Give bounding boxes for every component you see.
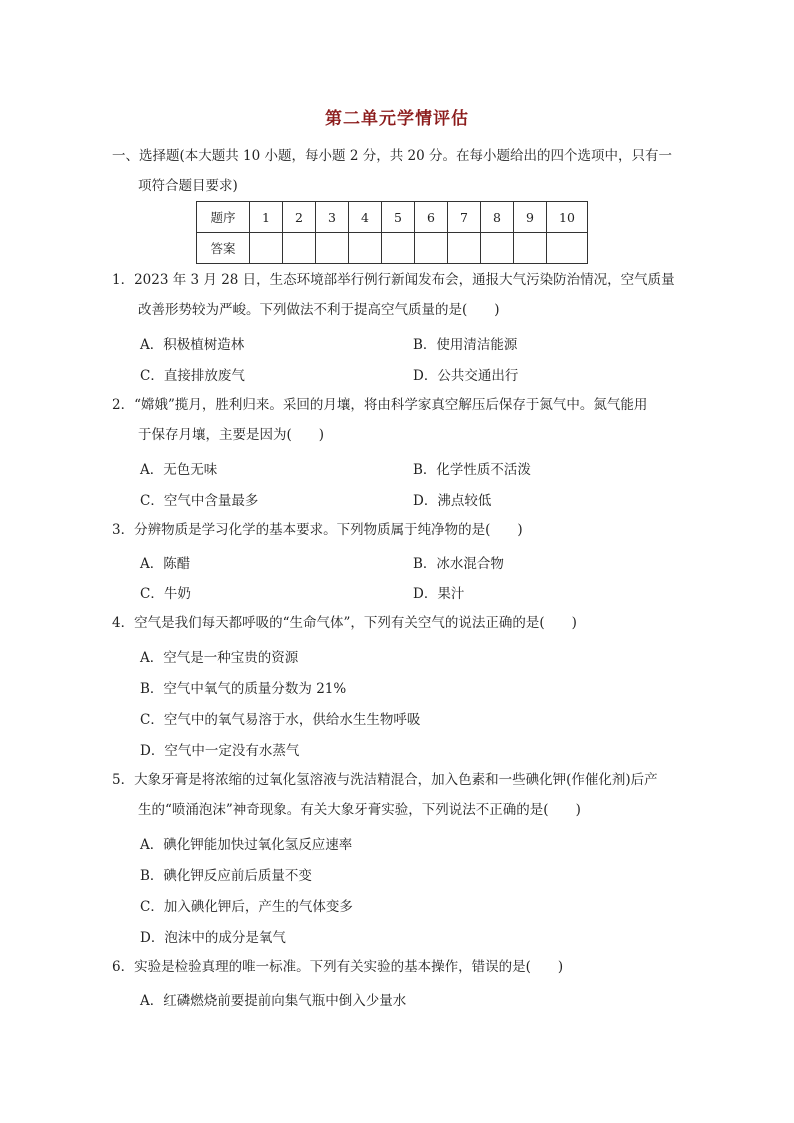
question-number-cell: 10 — [547, 202, 588, 233]
question-4-option-d: D．空气中一定没有水蒸气 — [140, 743, 300, 759]
question-2-option-b: B．化学性质不活泼 — [413, 462, 531, 478]
question-2-option-c: C．空气中含量最多 — [140, 493, 259, 509]
question-4-option-a: A．空气是一种宝贵的资源 — [140, 650, 299, 666]
question-4-option-c: C．空气中的氧气易溶于水，供给水生生物呼吸 — [140, 712, 421, 728]
question-5-option-c: C．加入碘化钾后，产生的气体变多 — [140, 899, 353, 915]
question-3-stem: 3．分辨物质是学习化学的基本要求。下列物质属于纯净物的是( ) — [112, 522, 523, 538]
question-6-stem: 6．实验是检验真理的唯一标准。下列有关实验的基本操作，错误的是( ) — [112, 959, 564, 975]
question-2-stem-cont: 于保存月壤，主要是因为( ) — [138, 427, 325, 443]
question-5-stem: 5．大象牙膏是将浓缩的过氧化氢溶液与洗洁精混合，加入色素和一些碘化钾(作催化剂)后产 — [112, 772, 658, 788]
question-4-option-b: B．空气中氧气的质量分数为 21% — [140, 681, 347, 697]
answer-cell — [382, 233, 415, 264]
answer-cell — [547, 233, 588, 264]
question-3-option-a: A．陈醋 — [140, 556, 191, 572]
answer-table-header-row — [197, 202, 588, 233]
question-number-cell: 7 — [448, 202, 481, 233]
question-4-stem: 4．空气是我们每天都呼吸的“生命气体”，下列有关空气的说法正确的是( ) — [112, 615, 577, 631]
answer-table-row1-label: 题序 — [197, 202, 250, 233]
question-5-stem-cont: 生的“喷涌泡沫”神奇现象。有关大象牙膏实验，下列说法不正确的是( ) — [138, 802, 581, 818]
question-number-cell: 2 — [283, 202, 316, 233]
question-5-option-d: D．泡沫中的成分是氧气 — [140, 930, 286, 946]
answer-cell — [481, 233, 514, 264]
answer-table — [196, 201, 588, 264]
question-2-option-d: D．沸点较低 — [413, 493, 492, 509]
answer-table-answer-row — [197, 233, 588, 264]
question-number-cell: 3 — [316, 202, 349, 233]
question-1-option-a: A．积极植树造林 — [140, 337, 245, 353]
question-2-stem: 2．“嫦娥”揽月，胜利归来。采回的月壤，将由科学家真空解压后保存于氮气中。氮气能用 — [112, 397, 648, 413]
question-number-cell: 9 — [514, 202, 547, 233]
answer-cell — [514, 233, 547, 264]
question-number-cell: 4 — [349, 202, 382, 233]
question-1-option-c: C．直接排放废气 — [140, 368, 245, 384]
question-1-stem-cont: 改善形势较为严峻。下列做法不利于提高空气质量的是( ) — [138, 302, 500, 318]
question-1-option-b: B．使用清洁能源 — [413, 337, 518, 353]
answer-cell — [316, 233, 349, 264]
answer-cell — [448, 233, 481, 264]
answer-cell — [349, 233, 382, 264]
section-heading: 一、选择题(本大题共 10 小题，每小题 2 分，共 20 分。在每小题给出的四个选项中，只有一 — [112, 148, 672, 164]
section-heading-cont: 项符合题目要求) — [138, 178, 238, 194]
question-1-stem: 1．2023 年 3 月 28 日，生态环境部举行例行新闻发布会，通报大气污染防治情况，空气质量 — [112, 272, 675, 288]
answer-cell — [250, 233, 283, 264]
answer-table-row2-label: 答案 — [197, 233, 250, 264]
question-3-option-b: B．冰水混合物 — [413, 556, 504, 572]
question-number-cell: 8 — [481, 202, 514, 233]
question-1-option-d: D．公共交通出行 — [413, 368, 519, 384]
question-6-option-a: A．红磷燃烧前要提前向集气瓶中倒入少量水 — [140, 993, 407, 1009]
page-title: 第二单元学情评估 — [325, 109, 469, 129]
answer-cell — [415, 233, 448, 264]
question-3-option-c: C．牛奶 — [140, 586, 191, 602]
question-number-cell: 1 — [250, 202, 283, 233]
question-2-option-a: A．无色无味 — [140, 462, 218, 478]
question-5-option-b: B．碘化钾反应前后质量不变 — [140, 868, 312, 884]
question-5-option-a: A．碘化钾能加快过氧化氢反应速率 — [140, 837, 353, 853]
question-number-cell: 5 — [382, 202, 415, 233]
answer-cell — [283, 233, 316, 264]
question-3-option-d: D．果汁 — [413, 586, 465, 602]
question-number-cell: 6 — [415, 202, 448, 233]
